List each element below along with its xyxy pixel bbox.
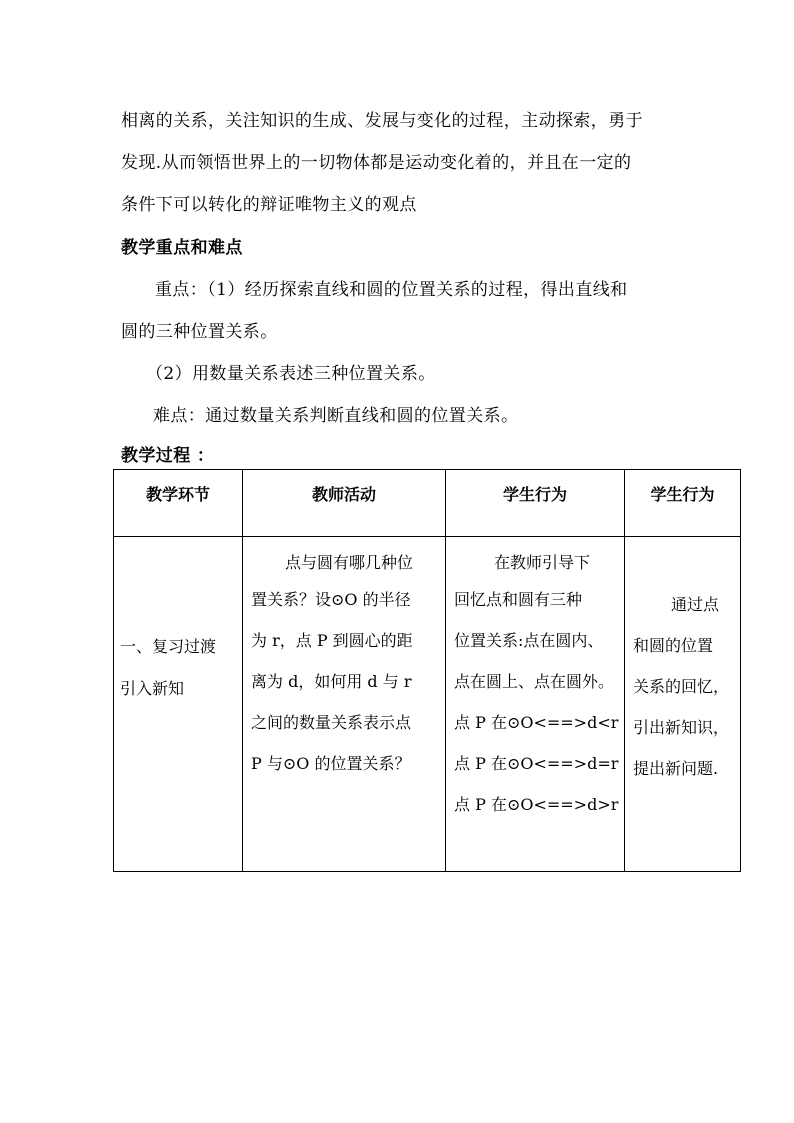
teacher-line: 置关系？设⊙O 的半径 <box>251 589 411 609</box>
teacher-line: 离为 d，如何用 d 与 r <box>251 671 412 691</box>
purpose-line: 和圆的位置 <box>633 636 714 655</box>
focus-line-2: 圆的三种位置关系。 <box>121 322 278 342</box>
cell-stage <box>114 537 243 872</box>
cell-student-behavior <box>446 537 625 872</box>
student-line: 点 P 在⊙O<==>d=r <box>454 753 619 773</box>
student-line: 位置关系:点在圆内、 <box>454 630 604 650</box>
table-row <box>114 537 741 872</box>
student-line: 在教师引导下 <box>494 553 591 572</box>
lesson-process-table <box>113 469 741 872</box>
purpose-line: 关系的回忆， <box>633 677 730 696</box>
cell-purpose <box>625 537 741 872</box>
focus-line-3: （2）用数量关系表述三种位置关系。 <box>146 364 436 384</box>
objective-line-2: 发现.从而领悟世界上的一切物体都是运动变化着的，并且在一定的 <box>121 153 632 173</box>
purpose-line: 通过点 <box>671 595 720 614</box>
purpose-line: 提出新问题. <box>633 759 719 778</box>
header-teacher-activity: 教师活动 <box>243 470 446 537</box>
heading-process: 教学过程 ： <box>121 446 215 466</box>
heading-key-points: 教学重点和难点 <box>121 238 243 258</box>
stage-line: 引入新知 <box>120 679 185 698</box>
teacher-line: P 与⊙O 的位置关系？ <box>251 753 411 773</box>
cell-teacher-activity <box>243 537 446 872</box>
header-student-behavior: 学生行为 <box>446 470 625 537</box>
teacher-line: 点与圆有哪几种位 <box>285 553 414 572</box>
teacher-line: 之间的数量关系表示点 <box>251 712 412 732</box>
table-header-row <box>114 470 741 537</box>
difficulty-line: 难点：通过数量关系判断直线和圆的位置关系。 <box>153 406 519 426</box>
student-line: 点 P 在⊙O<==>d>r <box>454 794 619 814</box>
stage-line: 一、复习过渡 <box>120 637 217 656</box>
student-line: 回忆点和圆有三种 <box>454 589 583 609</box>
student-line: 点在圆上、点在圆外。 <box>454 671 615 691</box>
student-line: 点 P 在⊙O<==>d<r <box>454 712 619 732</box>
objective-line-3: 条件下可以转化的辩证唯物主义的观点 <box>121 195 417 215</box>
focus-line-1: 重点：（1）经历探索直线和圆的位置关系的过程，得出直线和 <box>155 280 628 300</box>
objective-line-1: 相离的关系，关注知识的生成、发展与变化的过程，主动探索，勇于 <box>121 111 643 131</box>
teacher-line: 为 r，点 P 到圆心的距 <box>251 630 413 650</box>
header-stage: 教学环节 <box>114 470 243 537</box>
header-student-behavior-2: 学生行为 <box>625 470 741 537</box>
purpose-line: 引出新知识， <box>633 718 730 737</box>
